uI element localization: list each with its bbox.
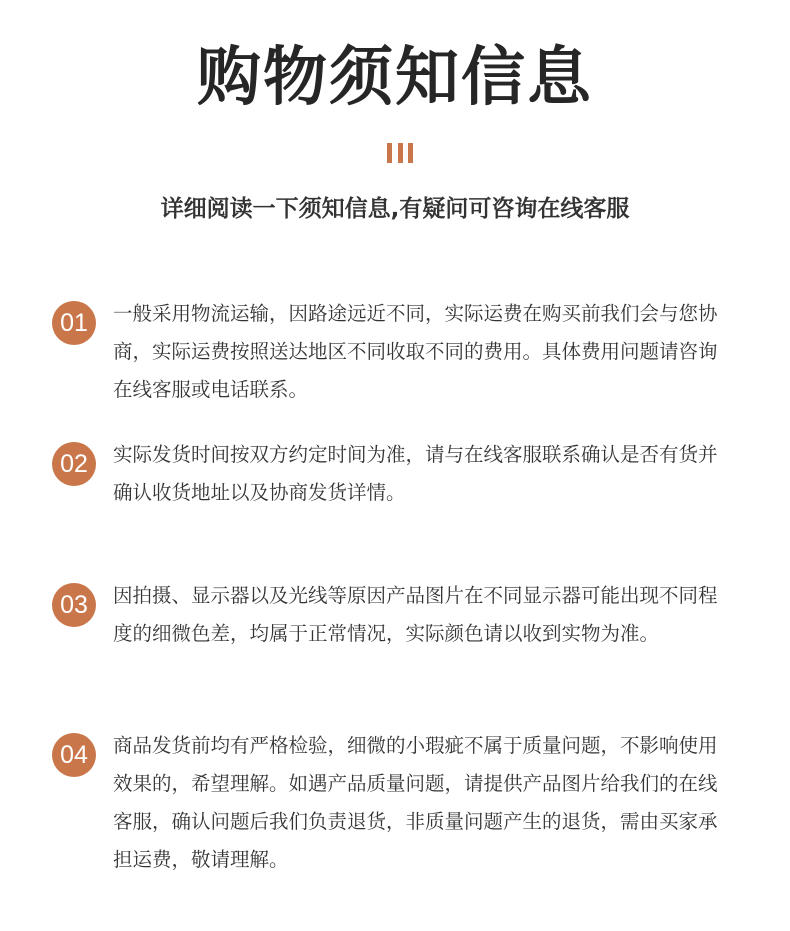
- title-divider: [387, 143, 413, 163]
- divider-bar: [398, 143, 403, 163]
- number-badge: 04: [52, 733, 96, 777]
- notice-text: 因拍摄、显示器以及光线等原因产品图片在不同显示器可能出现不同程度的细微色差，均属于正常情况，实际颜色请以收到实物为准。: [113, 584, 718, 645]
- number-badge: 01: [52, 301, 96, 345]
- divider-bar: [408, 143, 413, 163]
- page-subtitle: 详细阅读一下须知信息,有疑问可咨询在线客服: [160, 196, 630, 222]
- divider-bar: [387, 143, 392, 163]
- number-badge: 03: [52, 583, 96, 627]
- notice-text: 商品发货前均有严格检验，细微的小瑕疵不属于质量问题，不影响使用效果的，希望理解。如遇产品质量问题，请提供产品图片给我们的在线客服，确认问题后我们负责退货，非质量问题产生的退货，需由买家承担运费，敬请理解。: [113, 734, 718, 871]
- notice-text: 一般采用物流运输，因路途远近不同，实际运费在购买前我们会与您协商，实际运费按照送达地区不同收取不同的费用。具体费用问题请咨询在线客服或电话联系。: [113, 302, 718, 401]
- page-title: 购物须知信息: [197, 41, 593, 115]
- number-badge: 02: [52, 442, 96, 486]
- notice-text: 实际发货时间按双方约定时间为准，请与在线客服联系确认是否有货并确认收货地址以及协商发货详情。: [113, 443, 718, 504]
